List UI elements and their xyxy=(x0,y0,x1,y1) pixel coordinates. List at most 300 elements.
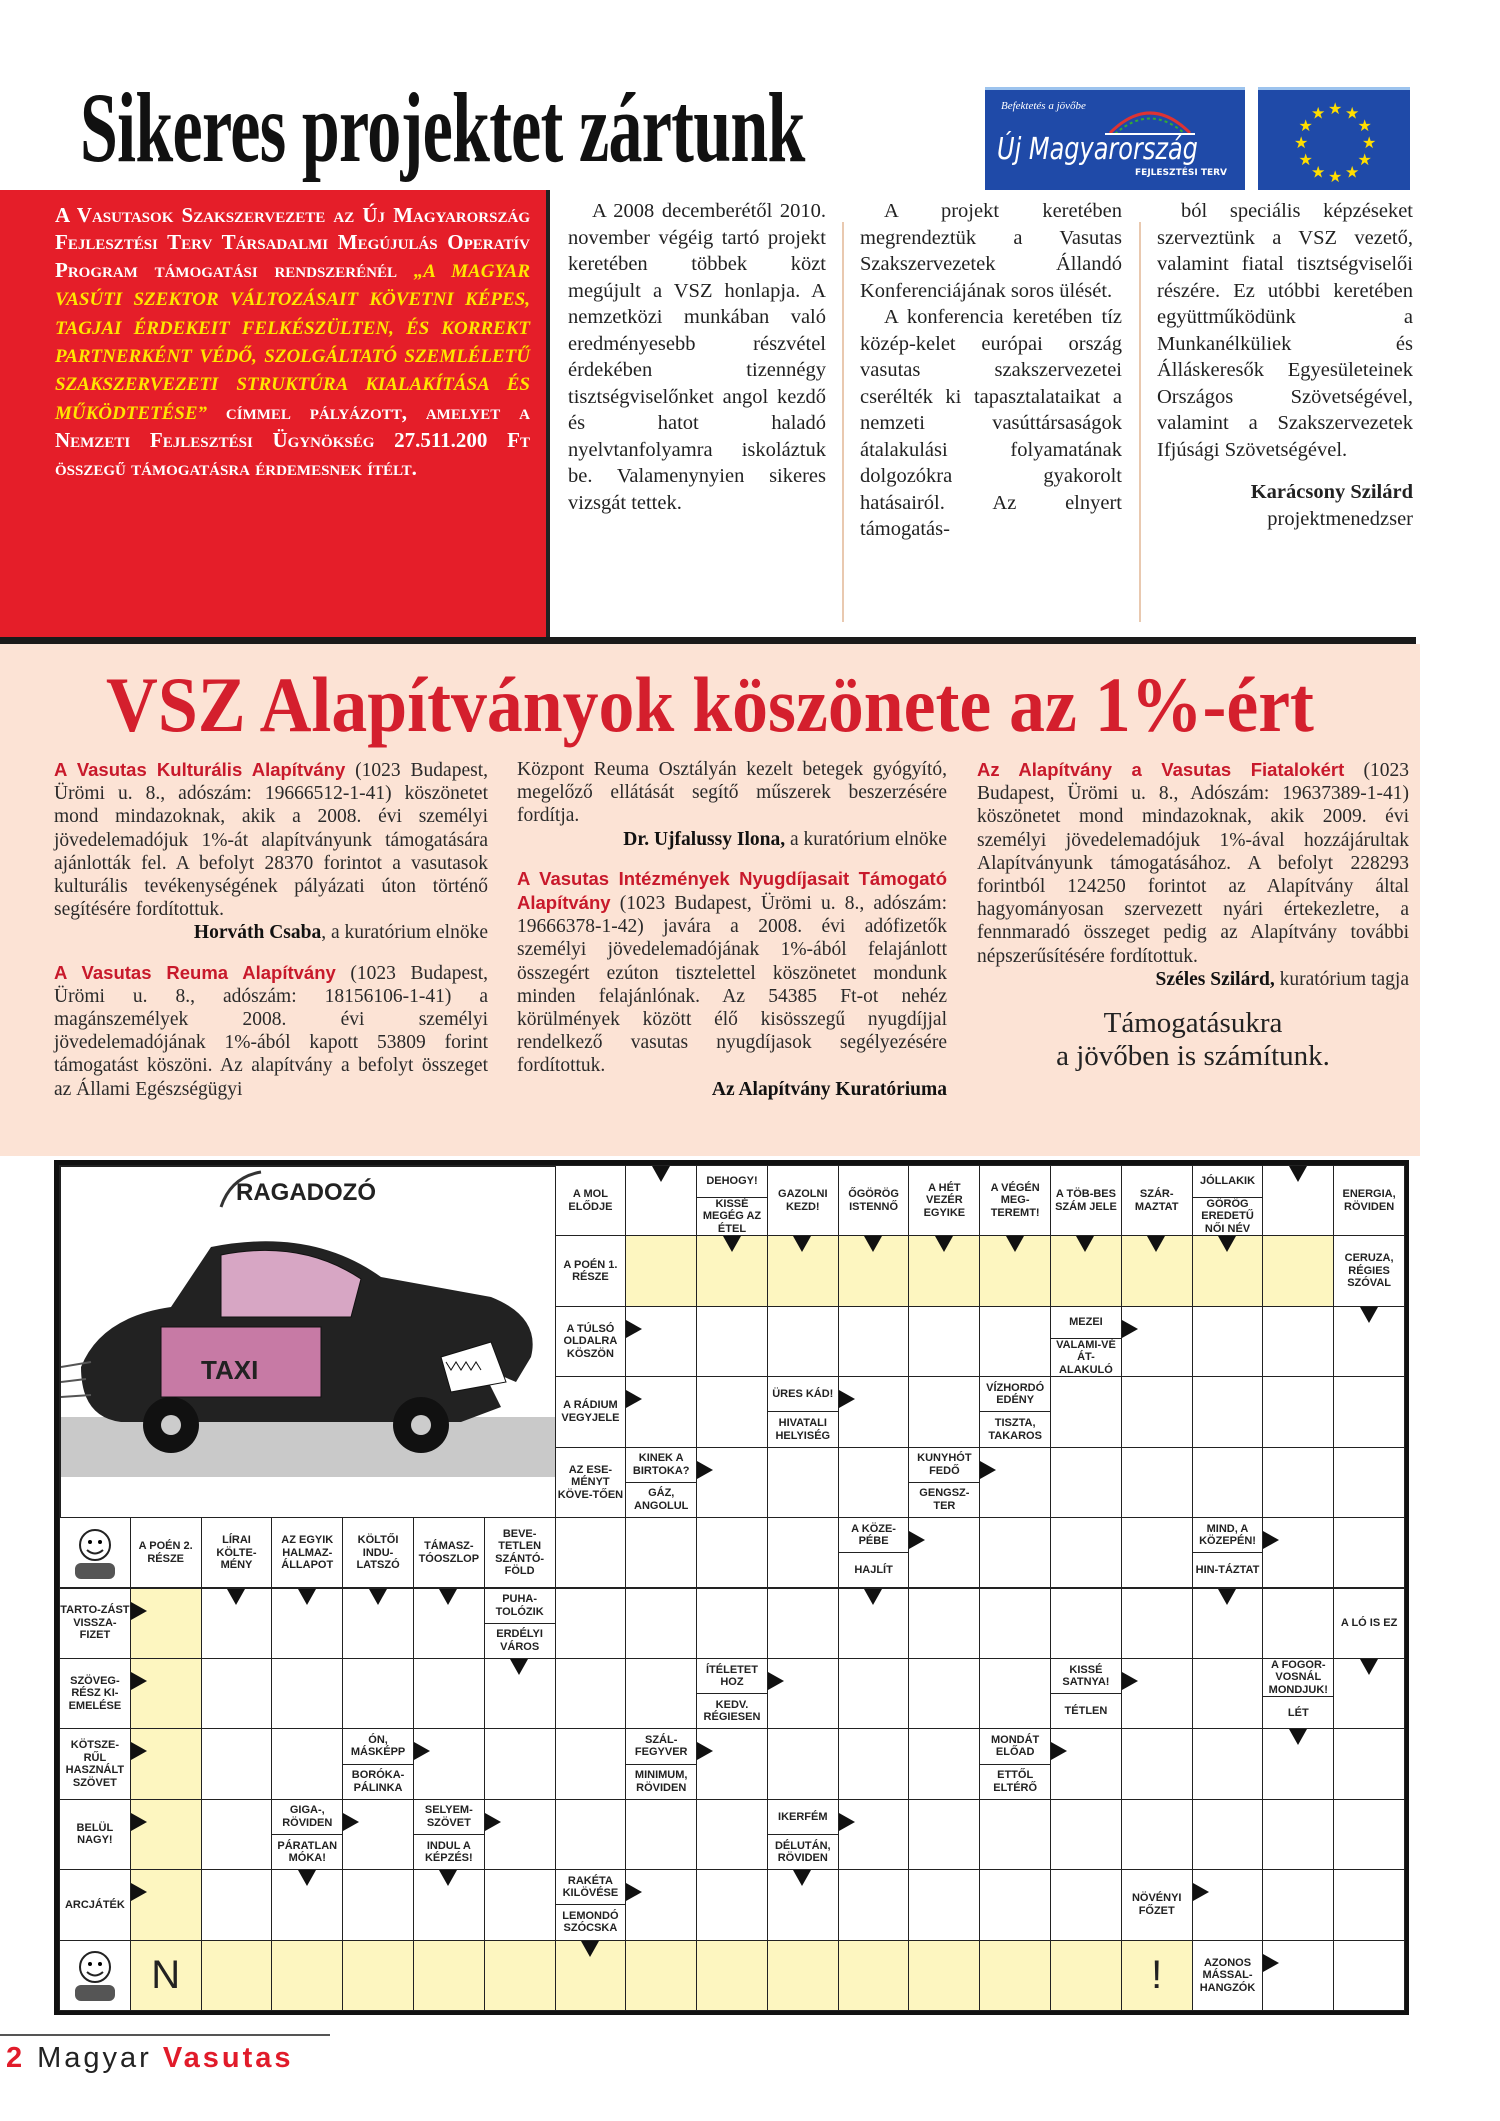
clue-text: JÓLLAKIK xyxy=(1193,1166,1263,1198)
clue-text: INDUL A KÉPZÉS! xyxy=(424,1839,473,1865)
article-title: Sikeres projektet zártunk xyxy=(80,72,805,183)
star-icon: ★ xyxy=(1298,152,1313,169)
clue-text: KINEK A BIRTOKA? xyxy=(626,1448,696,1483)
answer-cell[interactable] xyxy=(838,1869,910,1940)
magazine-name-accent: Vasutas xyxy=(162,2042,294,2074)
arrow-down-icon xyxy=(298,1589,316,1605)
answer-cell[interactable] xyxy=(625,1799,697,1870)
signature-name: Az Alapítvány Kuratóriuma xyxy=(711,1078,947,1100)
clue-cell: KÖTSZE-RŰL HASZNÁLT SZÖVET xyxy=(59,1728,131,1799)
taxi-sign: TAXI xyxy=(201,1355,259,1385)
split-clue-cell xyxy=(908,1447,980,1518)
clue-cell: KÖLTŐI INDU-LATSZÓ xyxy=(342,1517,414,1588)
answer-cell[interactable] xyxy=(1333,1799,1405,1870)
answer-cell[interactable] xyxy=(1262,1376,1334,1447)
arrow-down-icon xyxy=(369,1589,387,1605)
arrow-right-icon xyxy=(697,1742,713,1760)
answer-cell[interactable] xyxy=(908,1517,980,1588)
answer-cell[interactable] xyxy=(908,1376,980,1447)
clue-text: PÁRATLAN MÓKA! xyxy=(277,1839,338,1865)
clue-text: LEMONDÓ SZÓCSKA xyxy=(562,1909,619,1935)
clue-text: ÍTÉLETET HOZ xyxy=(697,1659,767,1694)
answer-cell[interactable] xyxy=(342,1658,414,1729)
arrow-down-icon xyxy=(1289,1729,1307,1745)
arrow-down-icon xyxy=(581,1941,599,1957)
page-number: 2 xyxy=(6,2042,26,2074)
answer-cell[interactable] xyxy=(767,1658,839,1729)
clue-cell: ŐGÖRÖG ISTENNŐ xyxy=(838,1165,910,1236)
split-clue-cell xyxy=(1262,1658,1334,1729)
uj-magyarorszag-logo xyxy=(985,87,1245,190)
answer-cell[interactable] xyxy=(625,1376,697,1447)
highlighted-answer-cell[interactable] xyxy=(625,1940,697,2011)
clue-text: RAKÉTA KILÖVÉSE xyxy=(556,1870,626,1905)
clue-cell: A VÉGÉN MEG-TEREMT! xyxy=(979,1165,1051,1236)
answer-cell[interactable] xyxy=(767,1447,839,1518)
closing-line: Támogatásukra xyxy=(1103,1007,1283,1040)
foundation-text: (1023 Budapest, Ürömi u. 8., adószám: 19666378-1-42) javára a 2008. évi adófizetők személyi jövedelemadójának 1%-ából felajánlott összegért ezúton tisztelettel köszönetet mondunk minden felajánlónak. Az 54385 Ft-ot nehéz körülmények között élő kisösszegű nyugdíjjal rendelkező vasutas nyugdíjasok segélyezésére fordítottuk. xyxy=(517,893,947,1077)
mascot-icon xyxy=(59,1940,131,2011)
clue-text: GENGSZ-TER xyxy=(919,1487,970,1512)
arrow-right-icon xyxy=(839,1813,855,1831)
section-divider xyxy=(0,637,1416,644)
arrow-right-icon xyxy=(1122,1672,1138,1690)
highlighted-answer-cell[interactable] xyxy=(342,1940,414,2011)
clue-text: ETTŐL ELTÉRŐ xyxy=(993,1769,1038,1794)
answer-cell[interactable] xyxy=(838,1447,910,1518)
answer-cell[interactable] xyxy=(1333,1940,1405,2011)
logo-subtitle: FEJLESZTÉSI TERV xyxy=(1135,168,1227,178)
answer-cell[interactable] xyxy=(767,1728,839,1799)
highlighted-answer-cell[interactable] xyxy=(908,1940,980,2011)
mascot-icon xyxy=(59,1517,131,1588)
clue-cell: ENERGIA, RÖVIDEN xyxy=(1333,1165,1405,1236)
answer-cell[interactable] xyxy=(979,1869,1051,1940)
eu-flag-logo xyxy=(1258,87,1410,190)
split-clue-cell xyxy=(1050,1658,1122,1729)
arrow-down-icon xyxy=(723,1236,741,1252)
arrow-right-icon xyxy=(1122,1320,1138,1338)
column-divider xyxy=(1139,222,1141,622)
clue-cell: A RÁDIUM VEGYJELE xyxy=(555,1376,627,1447)
split-clue-cell xyxy=(1192,1165,1264,1236)
arrow-down-icon xyxy=(1289,1166,1307,1182)
answer-cell[interactable] xyxy=(1050,1869,1122,1940)
arrow-right-icon xyxy=(1193,1883,1209,1901)
answer-cell[interactable] xyxy=(1262,1588,1334,1659)
answer-cell[interactable] xyxy=(908,1588,980,1659)
answer-cell[interactable] xyxy=(484,1869,556,1940)
clue-text: VALAMI-VÉ ÁT-ALAKULÓ xyxy=(1056,1338,1116,1376)
split-clue-cell xyxy=(1192,1517,1264,1588)
clue-cell: A TÖB-BES SZÁM JELE xyxy=(1050,1165,1122,1236)
answer-cell[interactable] xyxy=(484,1799,556,1870)
logo-tagline: Befektetés a jövőbe xyxy=(1001,100,1086,112)
arrow-down-icon xyxy=(510,1659,528,1675)
arrow-right-icon xyxy=(131,1672,147,1690)
answer-cell[interactable] xyxy=(201,1869,273,1940)
arrow-down-icon xyxy=(1006,1236,1024,1252)
answer-cell[interactable] xyxy=(767,1588,839,1659)
answer-cell[interactable] xyxy=(271,1728,343,1799)
answer-cell[interactable] xyxy=(342,1799,414,1870)
cell-letter: N xyxy=(151,1953,181,1998)
highlighted-answer-cell[interactable] xyxy=(130,1799,202,1870)
answer-cell[interactable] xyxy=(555,1799,627,1870)
star-icon: ★ xyxy=(1362,135,1377,152)
answer-cell[interactable] xyxy=(1262,1940,1334,2011)
signature-name: Horváth Csaba xyxy=(193,922,322,944)
answer-cell[interactable] xyxy=(555,1658,627,1729)
arrow-down-icon xyxy=(864,1589,882,1605)
clue-cell: BEVE-TETLEN SZÁNTÓ-FÖLD xyxy=(484,1517,556,1588)
footer xyxy=(6,2042,294,2075)
shark-taxi-illustration xyxy=(61,1167,555,1519)
signature xyxy=(517,1078,947,1101)
clue-cell: SZÁR-MAZTAT xyxy=(1121,1165,1193,1236)
answer-cell[interactable] xyxy=(1121,1658,1193,1729)
answer-cell[interactable] xyxy=(1050,1517,1122,1588)
answer-cell[interactable] xyxy=(1192,1728,1264,1799)
answer-cell[interactable] xyxy=(1050,1376,1122,1447)
answer-cell[interactable] xyxy=(696,1588,768,1659)
answer-cell[interactable] xyxy=(908,1728,980,1799)
clue-text: ÓN, MÁSKÉPP xyxy=(343,1729,413,1764)
split-clue-cell xyxy=(1050,1306,1122,1377)
clue-text: DEHOGY! xyxy=(697,1166,767,1198)
star-icon: ★ xyxy=(1328,169,1343,186)
paragraph: ból speciális képzéseket szerveztünk a VSZ vezető, valamint fiatal tisztségviselői részére. Ez utóbbi keretében együttműködünk a Munkanélküliek és Álláskeresők Egyesületeinek Országos Szövetségével, valamint a Szakszervezetek Ifjúsági Szövetségével. xyxy=(1157,200,1413,461)
answer-cell[interactable] xyxy=(1192,1799,1264,1870)
clue-text: TISZTA, TAKAROS xyxy=(988,1417,1042,1442)
clue-text: BORÓKA-PÁLINKA xyxy=(351,1769,405,1794)
author-name: Karácsony Szilárd xyxy=(1250,481,1413,503)
answer-cell[interactable] xyxy=(908,1306,980,1377)
answer-cell[interactable] xyxy=(1121,1588,1193,1659)
answer-cell[interactable] xyxy=(555,1728,627,1799)
split-clue-cell xyxy=(838,1517,910,1588)
arrow-down-icon xyxy=(439,1870,457,1886)
star-icon: ★ xyxy=(1357,118,1372,135)
answer-cell[interactable] xyxy=(555,1588,627,1659)
signature-role: a kuratórium elnöke xyxy=(785,828,947,850)
arrow-right-icon xyxy=(626,1390,642,1408)
clue-cell: A MOL ELŐDJE xyxy=(555,1165,627,1236)
arrow-right-icon xyxy=(131,1883,147,1901)
clue-cell: AZ ESE-MÉNYT KÖVE-TŐEN xyxy=(555,1447,627,1518)
answer-cell[interactable] xyxy=(342,1869,414,1940)
signature-role: , a kuratórium elnöke xyxy=(321,922,488,944)
clue-text: ERDÉLYI VÁROS xyxy=(496,1628,543,1653)
answer-cell[interactable] xyxy=(1192,1306,1264,1377)
split-clue-cell xyxy=(413,1799,485,1870)
answer-cell[interactable] xyxy=(625,1306,697,1377)
foundations-title: VSZ Alapítványok köszönete az 1%-ért xyxy=(106,661,1314,748)
clue-text: HIVATALI HELYISÉG xyxy=(775,1417,831,1442)
highlighted-answer-cell[interactable] xyxy=(1050,1940,1122,2011)
star-icon: ★ xyxy=(1357,152,1372,169)
arrow-down-icon xyxy=(935,1236,953,1252)
star-icon: ★ xyxy=(1345,164,1360,182)
clue-text: KISSÉ MEGÉG AZ ÉTEL xyxy=(702,1197,762,1235)
answer-cell[interactable] xyxy=(838,1376,910,1447)
signature xyxy=(517,828,947,851)
answer-cell[interactable] xyxy=(1192,1376,1264,1447)
answer-cell[interactable] xyxy=(1121,1517,1193,1588)
clue-text: SZÁL-FEGYVER xyxy=(626,1729,696,1764)
highlighted-answer-cell[interactable] xyxy=(696,1940,768,2011)
clue-text: LÉT xyxy=(1287,1706,1309,1719)
answer-cell[interactable] xyxy=(696,1799,768,1870)
author-role: projektmenedzser xyxy=(1267,507,1413,530)
answer-cell[interactable] xyxy=(908,1799,980,1870)
highlighted-answer-cell[interactable] xyxy=(201,1940,273,2011)
answer-cell[interactable] xyxy=(625,1517,697,1588)
star-icon: ★ xyxy=(1311,105,1326,123)
answer-cell[interactable] xyxy=(1262,1306,1334,1377)
answer-cell[interactable] xyxy=(625,1658,697,1729)
arrow-down-icon xyxy=(1360,1307,1378,1323)
clue-cell: A POÉN 1. RÉSZE xyxy=(555,1235,627,1306)
arrow-right-icon xyxy=(697,1461,713,1479)
clue-cell: TARTO-ZÁST VISSZA-FIZET xyxy=(59,1588,131,1659)
answer-cell[interactable] xyxy=(1333,1447,1405,1518)
clue-text: GÁZ, ANGOLUL xyxy=(634,1487,689,1512)
clue-text: TÉTLEN xyxy=(1064,1704,1108,1717)
highlighted-answer-cell[interactable] xyxy=(979,1940,1051,2011)
clue-text: HIN-TÁZTAT xyxy=(1195,1564,1260,1577)
arrow-right-icon xyxy=(414,1742,430,1760)
answer-cell[interactable] xyxy=(201,1799,273,1870)
answer-cell[interactable] xyxy=(838,1799,910,1870)
crossword-cartoon xyxy=(59,1165,557,1521)
foundations-column-3 xyxy=(977,758,1409,1073)
star-icon: ★ xyxy=(1298,118,1313,135)
closing-line: a jövőben is számítunk. xyxy=(1056,1040,1330,1073)
answer-cell[interactable] xyxy=(979,1447,1051,1518)
answer-cell[interactable] xyxy=(908,1869,980,1940)
split-clue-cell xyxy=(342,1728,414,1799)
clue-text: HAJLÍT xyxy=(854,1564,893,1577)
clue-cell: A LÓ IS EZ xyxy=(1333,1588,1405,1659)
answer-cell[interactable] xyxy=(838,1728,910,1799)
highlighted-answer-cell[interactable] xyxy=(130,1588,202,1659)
clue-text: KEDV. RÉGIESEN xyxy=(703,1698,761,1724)
highlighted-answer-cell[interactable] xyxy=(130,1658,202,1729)
highlighted-answer-cell[interactable] xyxy=(130,1728,202,1799)
signature-name: Dr. Ujfalussy Ilona, xyxy=(623,828,786,850)
answer-cell[interactable] xyxy=(1333,1869,1405,1940)
answer-cell[interactable] xyxy=(1121,1728,1193,1799)
answer-cell[interactable] xyxy=(1333,1376,1405,1447)
answer-cell[interactable] xyxy=(979,1306,1051,1377)
answer-cell[interactable] xyxy=(767,1306,839,1377)
answer-cell[interactable] xyxy=(555,1517,627,1588)
clue-text: A KÖZE-PÉBE xyxy=(839,1518,909,1553)
arrow-right-icon xyxy=(131,1602,147,1620)
arrow-down-icon xyxy=(439,1589,457,1605)
clue-text: KUNYHÓT FEDŐ xyxy=(909,1448,979,1483)
answer-cell[interactable] xyxy=(979,1658,1051,1729)
answer-cell[interactable] xyxy=(625,1869,697,1940)
clue-cell: A TÚLSÓ OLDALRA KÖSZÖN xyxy=(555,1306,627,1377)
arrow-right-icon xyxy=(1263,1954,1279,1972)
answer-cell[interactable] xyxy=(1262,1447,1334,1518)
clue-cell: SZÖVEG-RÉSZ KI-EMELÉSE xyxy=(59,1658,131,1729)
split-clue-cell xyxy=(979,1728,1051,1799)
clue-text: PUHA-TOLÓZIK xyxy=(485,1589,555,1624)
answer-cell[interactable] xyxy=(1192,1869,1264,1940)
clue-text: DÉLUTÁN, RÖVIDEN xyxy=(774,1839,831,1865)
arrow-right-icon xyxy=(980,1461,996,1479)
split-clue-cell xyxy=(484,1588,556,1659)
clue-cell: AZ EGYIK HALMAZ-ÁLLAPOT xyxy=(271,1517,343,1588)
answer-cell[interactable] xyxy=(625,1588,697,1659)
article-column-1 xyxy=(568,198,826,516)
answer-cell[interactable] xyxy=(1121,1799,1193,1870)
answer-cell[interactable] xyxy=(979,1517,1051,1588)
eu-stars-icon xyxy=(1258,90,1410,190)
column-divider xyxy=(842,222,844,622)
foundation-name: A Vasutas Reuma Alapítvány xyxy=(54,961,336,983)
highlighted-answer-cell[interactable] xyxy=(1262,1235,1334,1306)
clue-cell: ARCJÁTÉK xyxy=(59,1869,131,1940)
answer-cell[interactable] xyxy=(696,1517,768,1588)
answer-cell[interactable] xyxy=(1121,1447,1193,1518)
answer-cell[interactable] xyxy=(1050,1447,1122,1518)
answer-cell[interactable] xyxy=(838,1306,910,1377)
star-icon: ★ xyxy=(1294,135,1309,152)
foundation-text: (1023 Budapest, Ürömi u. 8., adószám: 19666512-1-41) köszönetet mond mindazoknak, akik a 2008. évi személyi jövedelemadójuk 1%-át alapítványunk támogatására ajánlották fel. A befolyt 28370 forintot a vasutasok kulturális tevékenységének pályázati úton történő segítésére fordítottuk. xyxy=(54,760,488,921)
answer-cell[interactable] xyxy=(271,1658,343,1729)
answer-cell[interactable] xyxy=(413,1658,485,1729)
answer-cell[interactable] xyxy=(1050,1588,1122,1659)
intro-box xyxy=(0,190,550,640)
answer-cell[interactable] xyxy=(1262,1869,1334,1940)
crossword-grid xyxy=(54,1160,1409,2015)
highlighted-answer-cell[interactable] xyxy=(625,1235,697,1306)
clue-text: IKERFÉM xyxy=(768,1800,838,1835)
answer-cell[interactable] xyxy=(1121,1306,1193,1377)
foundations-column-1 xyxy=(54,758,488,1101)
answer-cell[interactable] xyxy=(1262,1517,1334,1588)
highlighted-answer-cell[interactable] xyxy=(130,1940,202,2011)
arrow-right-icon xyxy=(909,1531,925,1549)
split-clue-cell xyxy=(696,1658,768,1729)
clue-text: KISSÉ SATNYA! xyxy=(1051,1659,1121,1694)
answer-cell[interactable] xyxy=(201,1728,273,1799)
clue-cell: BELÜL NAGY! xyxy=(59,1799,131,1870)
answer-cell[interactable] xyxy=(979,1799,1051,1870)
answer-cell[interactable] xyxy=(201,1658,273,1729)
answer-cell[interactable] xyxy=(1262,1799,1334,1870)
highlighted-answer-cell[interactable] xyxy=(271,1940,343,2011)
answer-cell[interactable] xyxy=(484,1728,556,1799)
star-icon: ★ xyxy=(1311,164,1326,182)
answer-cell[interactable] xyxy=(1050,1799,1122,1870)
cartoon-title: RAGADOZÓ xyxy=(236,1179,376,1206)
article-column-3 xyxy=(1157,198,1413,532)
arrow-right-icon xyxy=(343,1813,359,1831)
star-icon: ★ xyxy=(1345,105,1360,123)
answer-cell[interactable] xyxy=(908,1658,980,1729)
paragraph: A 2008 decemberétől 2010. november végéig tartó projekt keretében többek közt megújult a VSZ honlapja. A nemzetközi munkában való eredményesebb részvétel érdekében tizennégy tisztségviselőnket angol kezdő és hatot haladó nyelvtanfolyamra iskoláztuk be. Valamenynyien sikeres vizsgát tettek. xyxy=(568,200,826,514)
answer-cell[interactable] xyxy=(696,1376,768,1447)
star-icon: ★ xyxy=(1328,101,1343,118)
clue-cell: A HÉT VEZÉR EGYIKE xyxy=(908,1165,980,1236)
answer-cell[interactable] xyxy=(1192,1447,1264,1518)
answer-cell[interactable] xyxy=(413,1728,485,1799)
highlighted-answer-cell[interactable] xyxy=(130,1869,202,1940)
foundations-column-2 xyxy=(517,758,947,1101)
foundation-text: Központ Reuma Osztályán kezelt betegek gyógyító, megelőző ellátását segítő műszerek beszerzésére fordítja. xyxy=(517,759,947,827)
arrow-right-icon xyxy=(626,1883,642,1901)
answer-cell[interactable] xyxy=(979,1588,1051,1659)
answer-cell[interactable] xyxy=(696,1306,768,1377)
arrow-right-icon xyxy=(839,1390,855,1408)
answer-cell[interactable] xyxy=(1333,1728,1405,1799)
answer-cell[interactable] xyxy=(1121,1376,1193,1447)
cell-letter: ! xyxy=(1151,1953,1163,1998)
clue-text: MINIMUM, RÖVIDEN xyxy=(634,1769,688,1794)
highlighted-answer-cell[interactable] xyxy=(413,1940,485,2011)
highlighted-answer-cell[interactable] xyxy=(484,1940,556,2011)
answer-cell[interactable] xyxy=(696,1869,768,1940)
answer-cell[interactable] xyxy=(838,1658,910,1729)
clue-cell: A POÉN 2. RÉSZE xyxy=(130,1517,202,1588)
arrow-down-icon xyxy=(227,1589,245,1605)
arrow-right-icon xyxy=(1263,1531,1279,1549)
clue-cell: NÖVÉNYI FŐZET xyxy=(1121,1869,1193,1940)
signature-name: Széles Szilárd, xyxy=(1155,968,1275,990)
arrow-down-icon xyxy=(793,1236,811,1252)
answer-cell[interactable] xyxy=(1050,1728,1122,1799)
clue-text: ÜRES KÁD! xyxy=(768,1377,838,1412)
clue-text: A FOGOR-VOSNÁL MONDJUK! xyxy=(1263,1659,1333,1698)
logo-name: Új Magyarország xyxy=(997,132,1198,167)
clue-cell: TÁMASZ-TÓOSZLOP xyxy=(413,1517,485,1588)
highlighted-answer-cell[interactable] xyxy=(767,1940,839,2011)
split-clue-cell xyxy=(979,1376,1051,1447)
highlighted-answer-cell[interactable] xyxy=(838,1940,910,2011)
clue-text: MONDÁT ELŐAD xyxy=(980,1729,1050,1764)
arrow-down-icon xyxy=(1218,1236,1236,1252)
split-clue-cell xyxy=(625,1728,697,1799)
footer-rule xyxy=(0,2034,330,2036)
arrow-down-icon xyxy=(1147,1236,1165,1252)
answer-cell[interactable] xyxy=(1333,1517,1405,1588)
highlighted-answer-cell[interactable] xyxy=(1121,1940,1193,2011)
answer-cell[interactable] xyxy=(1192,1658,1264,1729)
arrow-right-icon xyxy=(626,1320,642,1338)
intro-text: A Vasutasok Szakszervezete az Új Magyarország Fejlesztési Terv Társadalmi Megújulás Operatív Program támogatási rendszerénél xyxy=(55,203,530,282)
article-column-2 xyxy=(860,198,1122,543)
signature xyxy=(977,968,1409,991)
arrow-down-icon xyxy=(793,1870,811,1886)
clue-cell: LÍRAI KÖLTE-MÉNY xyxy=(201,1517,273,1588)
arrow-right-icon xyxy=(768,1672,784,1690)
foundation-name: A Vasutas Intézmények Nyugdíjasait Támogató Alapítvány xyxy=(517,867,947,914)
foundation-name: Az Alapítvány a Vasutas Fiatalokért xyxy=(977,759,1345,780)
answer-cell[interactable] xyxy=(696,1728,768,1799)
arrow-down-icon xyxy=(1360,1659,1378,1675)
answer-cell[interactable] xyxy=(767,1517,839,1588)
answer-cell[interactable] xyxy=(696,1447,768,1518)
clue-text: MIND, A KÖZEPÉN! xyxy=(1193,1518,1263,1553)
split-clue-cell xyxy=(696,1165,768,1236)
paragraph: A konferencia keretében tíz közép-kelet európai ország vasutas szakszervezetei cserélték ki tapasztalataikat a nemzeti vasúttársaságok átalakulási folyamatának dolgozókra gyakorolt hatásairól. Az elnyert támogatás- xyxy=(860,306,1122,540)
intro-text-end: címmel pályázott, amelyet a Nemzeti Fejlesztési Ügynökség 27.511.200 Ft összegű támogatásra érdemesnek ítélt. xyxy=(55,399,530,480)
